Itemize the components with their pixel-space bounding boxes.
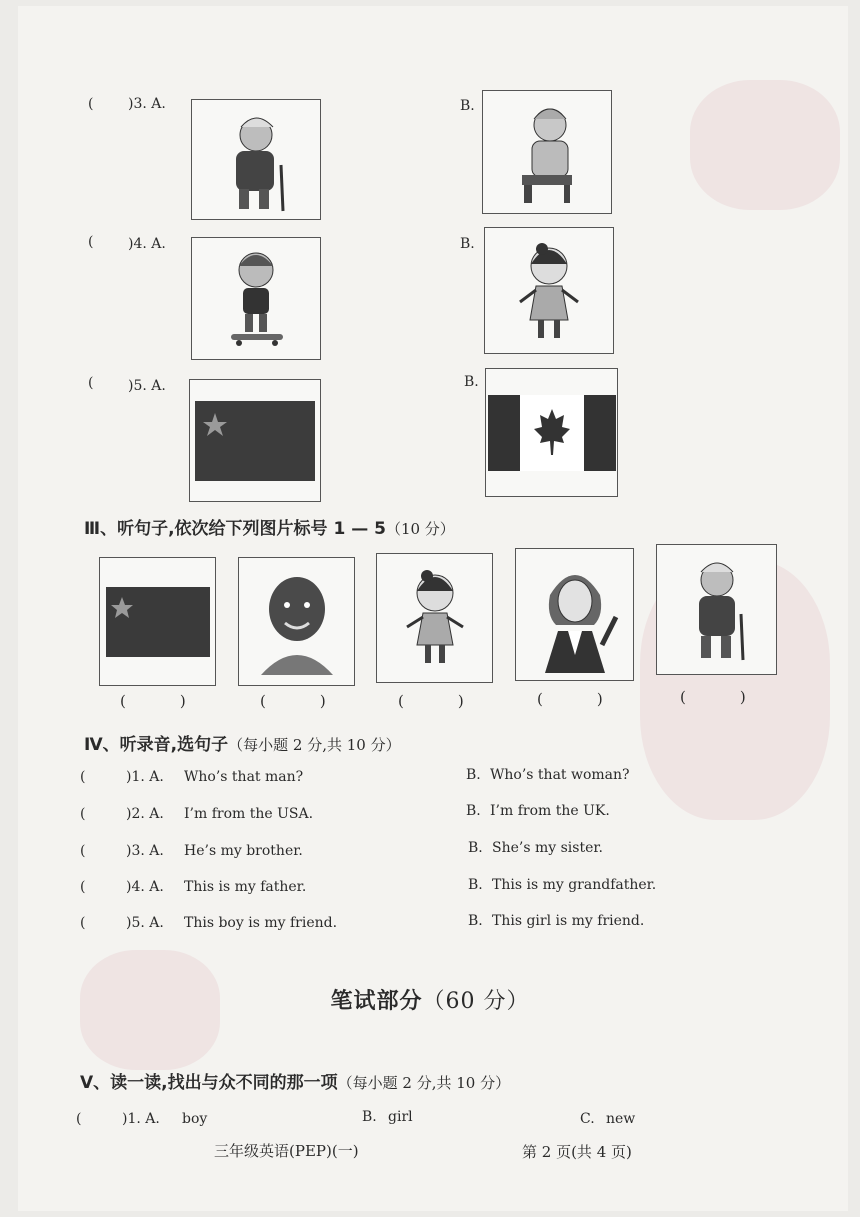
option-b-label: B. bbox=[468, 840, 483, 856]
answer-paren-2[interactable]: ( ) bbox=[260, 692, 326, 710]
girl-picture[interactable] bbox=[376, 553, 493, 683]
option-b-text[interactable]: She’s my sister. bbox=[492, 840, 603, 856]
option-b-label: B. bbox=[460, 98, 475, 114]
girl-picture[interactable] bbox=[484, 227, 614, 354]
option-a-text[interactable]: This is my father. bbox=[184, 879, 307, 895]
item-number: )4. A. bbox=[128, 236, 166, 252]
answer-paren[interactable]: ( bbox=[80, 915, 86, 931]
option-b-text[interactable]: girl bbox=[388, 1109, 413, 1125]
option-b-label: B. bbox=[466, 767, 481, 783]
option-a-text[interactable]: He’s my brother. bbox=[184, 843, 303, 859]
china-flag-picture[interactable] bbox=[189, 379, 321, 502]
answer-paren[interactable]: ( bbox=[80, 879, 86, 895]
option-b-text[interactable]: This girl is my friend. bbox=[492, 913, 645, 929]
answer-paren[interactable]: ( bbox=[88, 234, 94, 250]
footer-subject: 三年级英语(PEP)(一) bbox=[214, 1142, 359, 1160]
section-3-title: Ⅲ、听句子,依次给下列图片标号 1 — 5（10 分） bbox=[84, 519, 455, 539]
option-a-text[interactable]: boy bbox=[182, 1111, 208, 1127]
option-a-text[interactable]: Who’s that man? bbox=[184, 769, 304, 785]
answer-paren[interactable]: ( bbox=[80, 806, 86, 822]
section-4-title: Ⅳ、听录音,选句子（每小题 2 分,共 10 分） bbox=[84, 735, 401, 755]
option-b-text[interactable]: I’m from the UK. bbox=[490, 803, 610, 819]
option-b-text[interactable]: Who’s that woman? bbox=[490, 767, 630, 783]
woman-waving-picture[interactable] bbox=[515, 548, 634, 681]
footer-page-number: 第 2 页(共 4 页) bbox=[522, 1143, 632, 1161]
boy-face-picture[interactable] bbox=[238, 557, 355, 686]
option-a-text[interactable]: I’m from the USA. bbox=[184, 806, 314, 822]
option-b-label: B. bbox=[466, 803, 481, 819]
option-a-text[interactable]: This boy is my friend. bbox=[184, 915, 338, 931]
section-5-title: Ⅴ、读一读,找出与众不同的那一项（每小题 2 分,共 10 分） bbox=[80, 1073, 511, 1093]
answer-paren-3[interactable]: ( ) bbox=[398, 692, 464, 710]
grandpa-with-cane-picture[interactable] bbox=[191, 99, 321, 220]
option-b-label: B. bbox=[460, 236, 475, 252]
option-b-text[interactable]: This is my grandfather. bbox=[492, 877, 657, 893]
option-c-label: C. bbox=[580, 1111, 595, 1127]
item-number: )5. A. bbox=[128, 378, 166, 394]
item-number: )4. A. bbox=[126, 879, 164, 895]
item-number: )1. A. bbox=[122, 1111, 160, 1127]
option-b-label: B. bbox=[468, 877, 483, 893]
item-number: )3. A. bbox=[126, 843, 164, 859]
option-b-label: B. bbox=[468, 913, 483, 929]
answer-paren[interactable]: ( bbox=[76, 1111, 82, 1127]
china-flag-picture[interactable] bbox=[99, 557, 216, 686]
boy-skateboard-picture[interactable] bbox=[191, 237, 321, 360]
written-section-heading: 笔试部分（60 分） bbox=[330, 989, 530, 1014]
answer-paren[interactable]: ( bbox=[80, 843, 86, 859]
option-b-label: B. bbox=[464, 374, 479, 390]
option-b-label: B. bbox=[362, 1109, 377, 1125]
item-number: )5. A. bbox=[126, 915, 164, 931]
answer-paren[interactable]: ( bbox=[80, 769, 86, 785]
answer-paren-1[interactable]: ( ) bbox=[120, 692, 186, 710]
answer-paren[interactable]: ( bbox=[88, 96, 94, 112]
item-number: )2. A. bbox=[126, 806, 164, 822]
bleed-through-stain bbox=[690, 80, 840, 210]
item-number: )3. A. bbox=[128, 96, 166, 112]
grandpa-with-cane-picture[interactable] bbox=[656, 544, 777, 675]
item-number: )1. A. bbox=[126, 769, 164, 785]
grandma-sitting-picture[interactable] bbox=[482, 90, 612, 214]
answer-paren[interactable]: ( bbox=[88, 375, 94, 391]
canada-flag-picture[interactable] bbox=[485, 368, 618, 497]
answer-paren-5[interactable]: ( ) bbox=[680, 688, 746, 706]
answer-paren-4[interactable]: ( ) bbox=[537, 690, 603, 708]
option-c-text[interactable]: new bbox=[606, 1111, 636, 1127]
